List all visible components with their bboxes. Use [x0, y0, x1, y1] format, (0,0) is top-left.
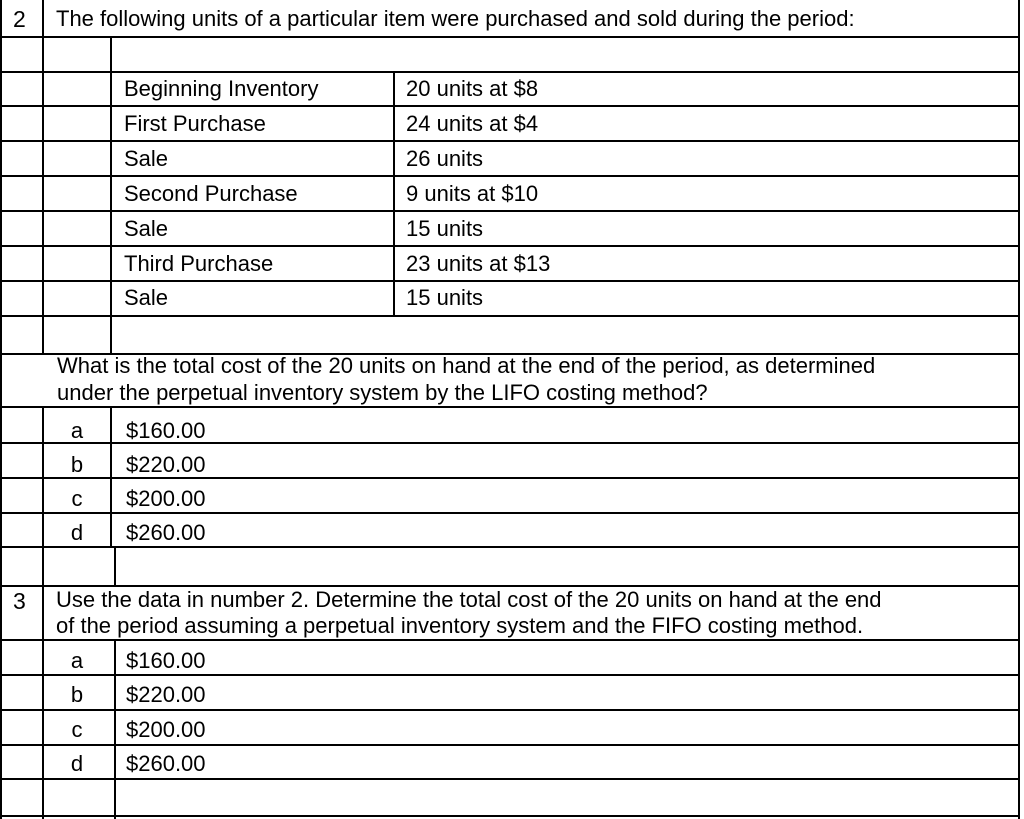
grid-row-line [0, 36, 1020, 38]
grid-row-line [0, 512, 1020, 514]
grid-row-line [0, 778, 1020, 780]
transaction-label: Sale [124, 216, 169, 241]
transaction-label: Sale [124, 146, 169, 171]
grid-col-divider [42, 0, 44, 354]
transaction-detail: 26 units [406, 146, 484, 171]
grid-row-line [0, 674, 1020, 676]
grid-right-edge [1018, 0, 1020, 819]
transaction-detail: 20 units at $8 [406, 76, 539, 101]
grid-row-line [0, 315, 1020, 317]
question-text: of the period assuming a perpetual inventory system and the FIFO costing method. [56, 613, 864, 638]
grid-row-line [0, 245, 1020, 247]
grid-row-line [0, 815, 1020, 817]
option-value[interactable]: $220.00 [126, 452, 206, 477]
option-value[interactable]: $200.00 [126, 486, 206, 511]
transaction-detail: 24 units at $4 [406, 111, 539, 136]
transaction-detail: 15 units [406, 216, 484, 241]
option-letter: c [71, 717, 83, 742]
question-number: 2 [13, 6, 26, 32]
grid-col-divider [114, 547, 116, 586]
grid-col-divider [42, 407, 44, 819]
grid-row-line [0, 105, 1020, 107]
option-letter: a [70, 418, 84, 443]
grid-row-line [0, 639, 1020, 641]
option-value[interactable]: $200.00 [126, 717, 206, 742]
grid-col-divider [110, 36, 112, 354]
question-intro: The following units of a particular item were purchased and sold during the period: [56, 6, 855, 31]
grid-left-edge [0, 0, 2, 819]
question-text: Use the data in number 2. Determine the total cost of the 20 units on hand at the end [56, 587, 882, 612]
option-letter: b [70, 682, 84, 707]
grid-row-line [0, 546, 1020, 548]
question-text: under the perpetual inventory system by the LIFO costing method? [57, 380, 708, 405]
transaction-label: Beginning Inventory [124, 76, 319, 101]
option-value[interactable]: $160.00 [126, 418, 206, 443]
transaction-label: First Purchase [124, 111, 266, 136]
question-text: What is the total cost of the 20 units on hand at the end of the period, as determined [57, 353, 876, 378]
grid-row-line [0, 280, 1020, 282]
grid-col-divider [114, 640, 116, 819]
option-value[interactable]: $160.00 [126, 648, 206, 673]
grid-row-line [0, 210, 1020, 212]
grid-row-line [0, 406, 1020, 408]
grid-row-line [0, 71, 1020, 73]
question-number: 3 [13, 588, 26, 614]
grid-row-line [0, 140, 1020, 142]
option-value[interactable]: $260.00 [126, 751, 206, 776]
option-letter: b [70, 452, 84, 477]
grid-row-line [0, 709, 1020, 711]
option-letter: a [70, 648, 84, 673]
transaction-detail: 15 units [406, 285, 484, 310]
option-value[interactable]: $220.00 [126, 682, 206, 707]
transaction-label: Sale [124, 285, 169, 310]
transaction-detail: 23 units at $13 [406, 251, 551, 276]
grid-row-line [0, 744, 1020, 746]
transaction-label: Third Purchase [124, 251, 274, 276]
option-value[interactable]: $260.00 [126, 520, 206, 545]
option-letter: c [71, 486, 83, 511]
transaction-label: Second Purchase [124, 181, 298, 206]
transaction-detail: 9 units at $10 [406, 181, 539, 206]
option-letter: d [70, 751, 84, 776]
grid-row-line [0, 175, 1020, 177]
option-letter: d [70, 520, 84, 545]
